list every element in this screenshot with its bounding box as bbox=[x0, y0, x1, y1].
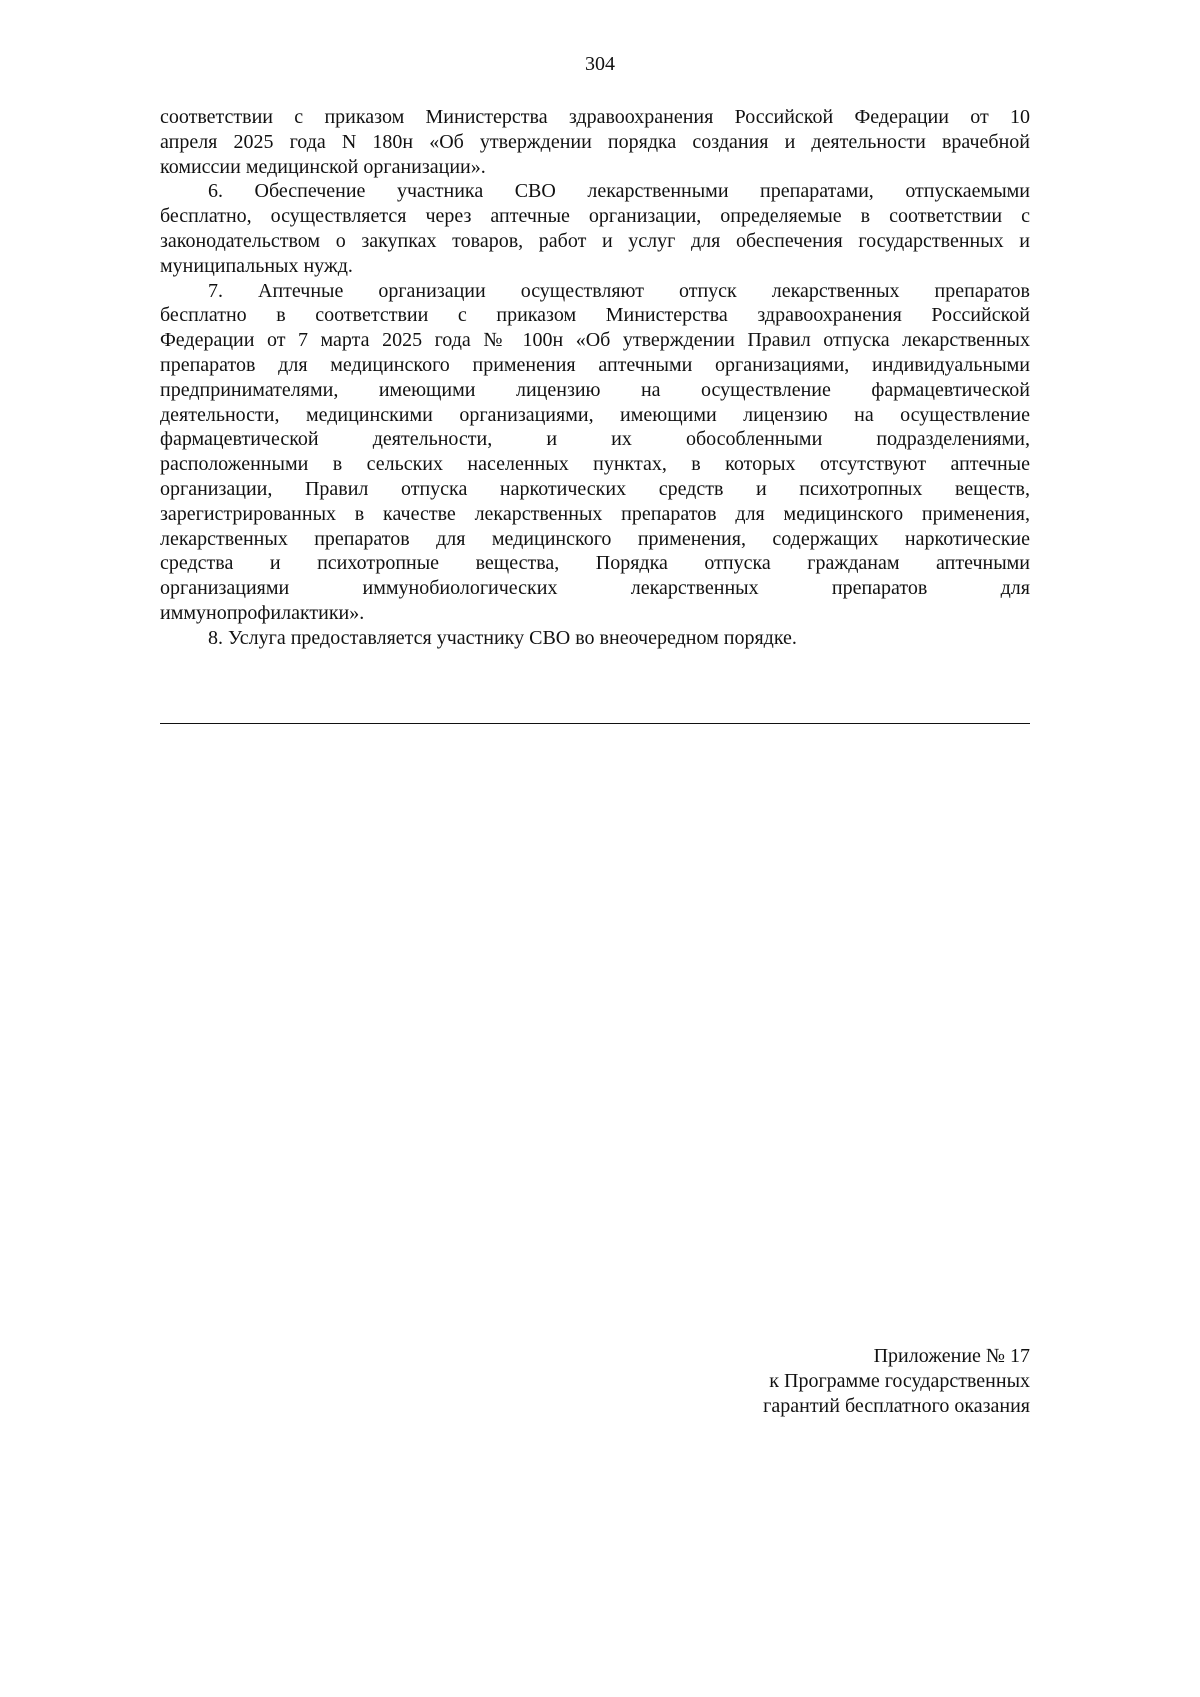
paragraph-6 bbox=[160, 179, 1030, 278]
text-line: муниципальных нужд. bbox=[160, 254, 353, 277]
text-line: зарегистрированных в качестве лекарственных препаратов для медицинского применения, bbox=[160, 502, 1030, 525]
text-line: законодательством о закупках товаров, работ и услуг для обеспечения государственных и bbox=[160, 229, 1030, 252]
appendix-number: Приложение № 17 bbox=[873, 1345, 1030, 1367]
paragraph-8 bbox=[160, 626, 1030, 651]
appendix-heading bbox=[600, 1344, 1030, 1419]
paragraph-7 bbox=[160, 279, 1030, 626]
text-line: средства и психотропные вещества, Порядка отпуска гражданам аптечными bbox=[160, 552, 1030, 575]
text-line: иммунопрофилактики». bbox=[160, 601, 365, 624]
text-line: 7. Аптечные организации осуществляют отпуск лекарственных препаратов bbox=[208, 279, 1030, 302]
text-line: Федерации от 7 марта 2025 года № 100н «Об утверждении Правил отпуска лекарственных bbox=[160, 329, 1030, 352]
text-line: бесплатно, осуществляется через аптечные организации, определяемые в соответствии с bbox=[160, 205, 1030, 228]
text-line: деятельности, медицинскими организациями, имеющими лицензию на осуществление bbox=[160, 403, 1030, 426]
text-line: бесплатно в соответствии с приказом Министерства здравоохранения Российской bbox=[160, 304, 1030, 327]
text-line: препаратов для медицинского применения аптечными организациями, индивидуальными bbox=[160, 353, 1030, 376]
text-line: организации, Правил отпуска наркотических средств и психотропных веществ, bbox=[160, 477, 1030, 500]
document-body bbox=[160, 105, 1030, 651]
appendix-subtitle-line: гарантий бесплатного оказания bbox=[763, 1395, 1030, 1417]
text-line: комиссии медицинской организации». bbox=[160, 155, 486, 178]
text-line: организациями иммунобиологических лекарственных препаратов для bbox=[160, 577, 1030, 600]
text-line: предпринимателями, имеющими лицензию на осуществление фармацевтической bbox=[160, 378, 1030, 401]
text-line: 8. Услуга предоставляется участнику СВО во внеочередном порядке. bbox=[208, 626, 797, 649]
text-line: соответствии с приказом Министерства здравоохранения Российской Федерации от 10 bbox=[160, 106, 1030, 128]
text-line: фармацевтической деятельности, и их обособленными подразделениями, bbox=[160, 428, 1030, 451]
text-line: апреля 2025 года N 180н «Об утверждении порядка создания и деятельности врачебной bbox=[160, 130, 1030, 153]
text-line: 6. Обеспечение участника СВО лекарственными препаратами, отпускаемыми bbox=[208, 180, 1030, 203]
page-number: 304 bbox=[585, 53, 615, 75]
paragraph-continuation bbox=[160, 105, 1030, 179]
text-line: расположенными в сельских населенных пунктах, в которых отсутствуют аптечные bbox=[160, 453, 1030, 476]
appendix-subtitle-line: к Программе государственных bbox=[769, 1370, 1030, 1392]
horizontal-divider bbox=[160, 723, 1030, 724]
text-line: лекарственных препаратов для медицинского применения, содержащих наркотические bbox=[160, 527, 1030, 550]
